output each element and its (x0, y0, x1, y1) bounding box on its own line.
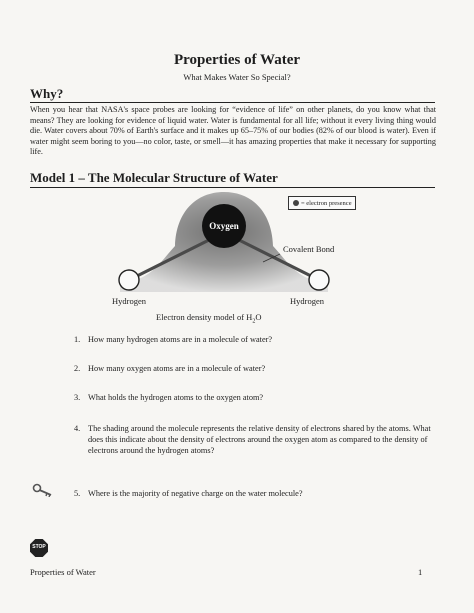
question-text: Where is the majority of negative charge on the water molecule? (88, 489, 303, 498)
page-number: 1 (418, 567, 423, 577)
question-4 (74, 424, 436, 460)
question-text: How many hydrogen atoms are in a molecule of water? (88, 335, 273, 344)
hydrogen-label-right: Hydrogen (290, 296, 324, 306)
hydrogen-atom-left (119, 270, 139, 290)
caption-subscript: 2 (252, 318, 256, 325)
hydrogen-label-left: Hydrogen (112, 296, 146, 306)
key-icon (32, 483, 54, 497)
caption-text: Electron density model of H (156, 312, 253, 322)
covalent-bond-label: Covalent Bond (283, 244, 335, 254)
question-number: 4. (74, 424, 81, 433)
question-3 (74, 393, 394, 405)
question-5 (74, 489, 394, 501)
question-number: 2. (74, 364, 81, 373)
question-number: 5. (74, 489, 81, 498)
why-paragraph: When you hear that NASA's space probes are looking for “evidence of life” on other planets, do you know what that means? They are looking for evidence of liquid water. Water is fundamental for all life; without it every living thing would die. Water covers about 70% of Earth's surface and it makes up 65–75% of our bodies (82% of our blood is water). Even if water might seem boring to you—no color, taste, or smell—it has amazing properties that make it necessary for supporting life. (30, 105, 436, 157)
caption-suffix: O (255, 312, 262, 322)
why-heading: Why? (30, 86, 64, 101)
question-1 (74, 335, 394, 347)
question-number: 1. (74, 335, 81, 344)
question-2 (74, 364, 394, 376)
stop-sign-label: STOP (32, 544, 46, 550)
stop-sign-icon (30, 539, 48, 557)
question-text: The shading around the molecule represents the relative density of electrons shared by the atoms. What does this indicate about the density of electrons around the oxygen atom as compared to the density of electrons around the hydrogen atoms? (88, 424, 431, 455)
legend-box (288, 196, 356, 210)
question-number: 3. (74, 393, 81, 402)
question-text: How many oxygen atoms are in a molecule of water? (88, 364, 266, 373)
oxygen-label: Oxygen (209, 221, 239, 231)
question-text: What holds the hydrogen atoms to the oxygen atom? (88, 393, 264, 402)
diagram-caption (156, 312, 261, 325)
electron-dot-icon (293, 200, 299, 206)
footer-title: Properties of Water (30, 567, 96, 577)
legend-label: = electron presence (301, 200, 352, 207)
hydrogen-atom-right (309, 270, 329, 290)
model-heading: Model 1 – The Molecular Structure of Water (30, 170, 278, 185)
page-title: Properties of Water (173, 52, 301, 68)
page-subtitle: What Makes Water So Special? (183, 72, 291, 82)
